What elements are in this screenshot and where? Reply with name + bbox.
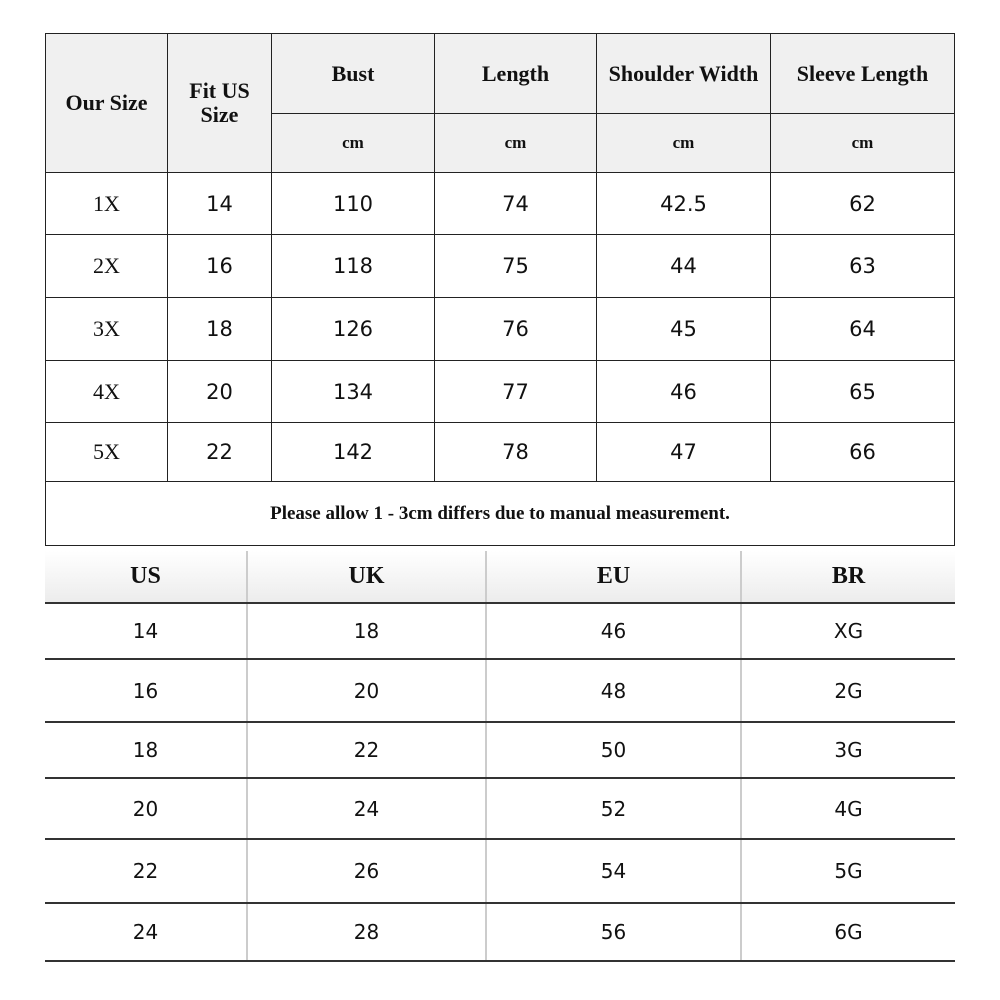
bust-cell: 110 (272, 173, 435, 235)
shoulder-width-cell: 47 (597, 423, 771, 482)
shoulder-width-cell: 44 (597, 235, 771, 298)
br-cell: 5G (741, 839, 955, 903)
us-cell: 18 (45, 722, 247, 778)
table-row (46, 361, 955, 423)
header-bust: Bust (272, 34, 435, 114)
uk-cell: 20 (247, 659, 486, 722)
header-fit-us-size: Fit US Size (168, 34, 272, 173)
length-cell: 75 (435, 235, 597, 298)
table-row (46, 423, 955, 482)
length-cell: 78 (435, 423, 597, 482)
br-cell: XG (741, 603, 955, 659)
table-row (45, 839, 955, 903)
fit-us-size-cell: 14 (168, 173, 272, 235)
our-size-cell: 1X (46, 173, 168, 235)
shoulder-width-cell: 42.5 (597, 173, 771, 235)
bust-cell: 126 (272, 298, 435, 361)
length-cell: 76 (435, 298, 597, 361)
uk-cell: 24 (247, 778, 486, 839)
sleeve-length-cell: 63 (771, 235, 955, 298)
eu-cell: 50 (486, 722, 741, 778)
uk-cell: 26 (247, 839, 486, 903)
our-size-cell: 5X (46, 423, 168, 482)
size-measurement-table (45, 33, 955, 546)
header-uk: UK (247, 551, 486, 603)
table-row (45, 659, 955, 722)
bust-cell: 134 (272, 361, 435, 423)
sleeve-length-cell: 65 (771, 361, 955, 423)
fit-us-size-cell: 22 (168, 423, 272, 482)
measurement-note: Please allow 1 - 3cm differs due to manual measurement. (46, 482, 955, 546)
uk-cell: 18 (247, 603, 486, 659)
us-cell: 22 (45, 839, 247, 903)
us-cell: 20 (45, 778, 247, 839)
header-us: US (45, 551, 247, 603)
br-cell: 2G (741, 659, 955, 722)
our-size-cell: 4X (46, 361, 168, 423)
eu-cell: 46 (486, 603, 741, 659)
uk-cell: 22 (247, 722, 486, 778)
us-cell: 14 (45, 603, 247, 659)
unit-shoulder-width: cm (597, 114, 771, 173)
sleeve-length-cell: 64 (771, 298, 955, 361)
unit-length: cm (435, 114, 597, 173)
us-cell: 24 (45, 903, 247, 961)
our-size-cell: 2X (46, 235, 168, 298)
eu-cell: 52 (486, 778, 741, 839)
eu-cell: 48 (486, 659, 741, 722)
shoulder-width-cell: 45 (597, 298, 771, 361)
br-cell: 4G (741, 778, 955, 839)
table-row (45, 778, 955, 839)
sleeve-length-cell: 62 (771, 173, 955, 235)
sleeve-length-cell: 66 (771, 423, 955, 482)
table-row (45, 603, 955, 659)
table-row (45, 903, 955, 961)
unit-sleeve-length: cm (771, 114, 955, 173)
header-shoulder-width: Shoulder Width (597, 34, 771, 114)
header-eu: EU (486, 551, 741, 603)
fit-us-size-cell: 20 (168, 361, 272, 423)
unit-bust: cm (272, 114, 435, 173)
shoulder-width-cell: 46 (597, 361, 771, 423)
header-sleeve-length: Sleeve Length (771, 34, 955, 114)
eu-cell: 54 (486, 839, 741, 903)
fit-us-size-cell: 18 (168, 298, 272, 361)
header-our-size: Our Size (46, 34, 168, 173)
length-cell: 77 (435, 361, 597, 423)
us-cell: 16 (45, 659, 247, 722)
uk-cell: 28 (247, 903, 486, 961)
table-row (46, 235, 955, 298)
length-cell: 74 (435, 173, 597, 235)
our-size-cell: 3X (46, 298, 168, 361)
header-length: Length (435, 34, 597, 114)
br-cell: 3G (741, 722, 955, 778)
table-row (45, 722, 955, 778)
size-conversion-table (45, 551, 955, 962)
table-row (46, 298, 955, 361)
bust-cell: 118 (272, 235, 435, 298)
eu-cell: 56 (486, 903, 741, 961)
table-row (46, 173, 955, 235)
header-br: BR (741, 551, 955, 603)
br-cell: 6G (741, 903, 955, 961)
bust-cell: 142 (272, 423, 435, 482)
fit-us-size-cell: 16 (168, 235, 272, 298)
